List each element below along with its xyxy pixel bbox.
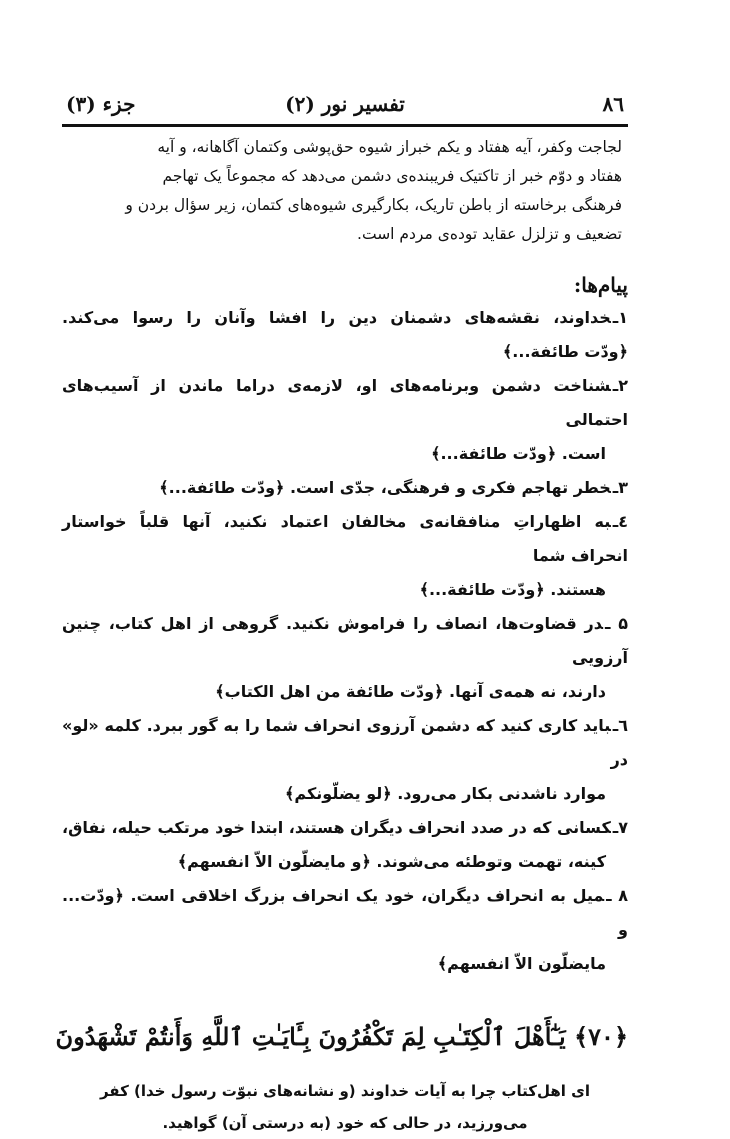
message-continuation: است. (561, 444, 606, 463)
messages-list (62, 301, 628, 981)
intro-line: تضعیف و تزلزل عقاید توده‌ی مردم است. (357, 225, 622, 243)
intro-line: لجاجت وکفر، آیه هفتاد و یکم خبراز شیوه حق‌پوشی وکتمان آگاهانه، و آیه (157, 138, 622, 156)
message-continuation: کینه، تهمت وتوطئه می‌شوند. (376, 852, 606, 871)
message-text: شناخت دشمن وبرنامه‌های او، لازمه‌ی دراما ماندن از آسیب‌های احتمالی (62, 376, 628, 429)
message-item (62, 709, 628, 811)
message-number: ۲ـ (612, 376, 628, 395)
message-text: باید کاری کنید که دشمن آرزوی انحراف شما را به گور ببرد. کلمه «لو» در (62, 716, 628, 769)
translation-line: می‌ورزید، در حالی که خود (به درستی آن) گواهید. (162, 1114, 528, 1132)
message-quote: ﴿ودّت طائفة...﴾ (419, 580, 545, 599)
message-quote: ﴿ودّت طائفة...﴾ (159, 478, 285, 497)
message-text: به اظهاراتِ منافقانه‌ی مخالفان اعتماد نکنید، آنها قلباً خواستار انحراف شما (62, 512, 628, 565)
message-number: ٦ـ (612, 716, 628, 735)
message-continuation: مایضلّون الاّ انفسهم﴾ (437, 954, 606, 973)
message-number: ۵ ـ (604, 614, 629, 633)
verse-translation (62, 1075, 628, 1139)
message-text: میل به انحراف دیگران، خود یک انحراف بزرگ اخلاقی است. ﴿ودّت... و (62, 886, 628, 939)
message-quote: ﴿لو یضلّونکم﴾ (285, 784, 392, 803)
message-quote: ﴿ودّت طائفة من اهل الکتاب﴾ (215, 682, 444, 701)
message-text: کسانی که در صدد انحراف دیگران هستند، ابتدا خود مرتکب حیله، نفاق، (62, 818, 611, 837)
message-item (62, 301, 628, 369)
quran-verse: ﴿۷۰﴾ یَـٰٓأَهْلَ ٱلْكِتَـٰبِ لِمَ تَكْفُرُونَ بِـَٔايَـٰتِ ٱللَّهِ وَأَنتُمْ تَشْهَدُونَ (55, 1022, 628, 1051)
book-title: تفسیر نور (۲) (285, 92, 405, 116)
translation-line: ای اهل‌کتاب چرا به آیات خداوند (و نشانه‌های نبوّت رسول خدا) کفر (99, 1082, 591, 1100)
juz-label: جزء (۳) (66, 92, 136, 116)
message-item (62, 471, 628, 505)
message-number: ۳ـ (612, 478, 628, 497)
message-continuation: هستند. (550, 580, 606, 599)
message-continuation: موارد ناشدنی بکار می‌رود. (397, 784, 606, 803)
message-item (62, 369, 628, 471)
page-header (62, 88, 628, 127)
message-item (62, 505, 628, 607)
message-item (62, 879, 628, 981)
message-quote: ﴿ودّت طائفة...﴾ (502, 342, 628, 361)
message-number: ٤ـ (612, 512, 628, 531)
book-page (55, 88, 629, 1132)
message-item (62, 811, 628, 879)
intro-line: هفتاد و دوّم خبر از تاکتیک فریبنده‌ی دشمن می‌دهد که مجموعاً یک تهاجم (162, 167, 622, 185)
message-number: ۷ـ (612, 818, 628, 837)
message-item (62, 607, 628, 709)
intro-paragraph (68, 133, 622, 249)
message-text: در قضاوت‌ها، انصاف را فراموش نکنید. گروهی از اهل کتاب، چنین آرزویی (62, 614, 628, 667)
page-number: ۸٦ (602, 92, 624, 116)
message-continuation: دارند، نه همه‌ی آنها. (449, 682, 606, 701)
message-quote: ﴿و مایضلّون الاّ انفسهم﴾ (177, 852, 371, 871)
message-number: ۸ ـ (606, 886, 628, 905)
message-text: خداوند، نقشه‌های دشمنان دین را افشا وآنان را رسوا می‌کند. (62, 308, 611, 327)
message-quote: ﴿ودّت طائفة...﴾ (431, 444, 557, 463)
message-number: ۱ـ (612, 308, 628, 327)
message-text: خطر تهاجم فکری و فرهنگی، جدّی است. (289, 478, 611, 497)
intro-line: فرهنگی برخاسته از باطن تاریک، بکارگیری شیوه‌های کتمان، زیر سؤال بردن و (125, 196, 622, 214)
messages-heading: پیام‌ها: (573, 273, 628, 297)
